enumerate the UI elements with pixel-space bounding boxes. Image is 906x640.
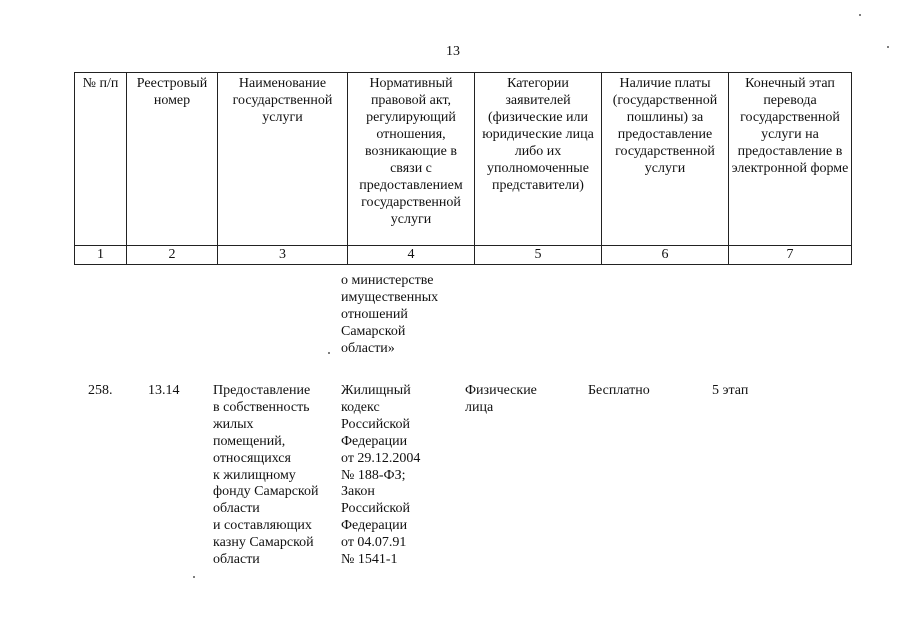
row-applicants: Физические лица <box>465 383 537 415</box>
row-index: 258. <box>88 383 113 398</box>
column-number: 3 <box>218 246 348 265</box>
page-number: 13 <box>446 44 460 59</box>
continuation-act-text: о министерстве имущественных отношений Самарской области» <box>341 273 439 356</box>
scan-speck <box>193 576 195 578</box>
header-cell-final-stage: Конечный этап перевода государственной услуги на предоставление в электронной форме <box>729 73 852 246</box>
header-cell-legal-act: Нормативный правовой акт, регулирующий отношения, возникающие в связи с предоставлением государственной услуги <box>348 73 475 246</box>
header-cell-registry-number: Реестровый номер <box>127 73 218 246</box>
scan-speck <box>328 352 330 354</box>
header-cell-index: № п/п <box>75 73 127 246</box>
scan-speck <box>859 14 861 16</box>
header-cell-applicants: Категории заявителей (физические или юридические лица либо их уполномоченные представители) <box>475 73 602 246</box>
table-header-row <box>75 73 852 246</box>
header-cell-fee: Наличие платы (государственной пошлины) за предоставление государственной услуги <box>602 73 729 246</box>
column-number: 6 <box>602 246 729 265</box>
row-final-stage: 5 этап <box>712 383 749 398</box>
column-numbers-row <box>75 246 852 265</box>
scan-speck <box>887 46 889 48</box>
row-service-name: Предоставление в собственность жилых помещений, относящихся к жилищному фонду Самарской области и составляющих казну Самарской области <box>213 383 319 568</box>
header-cell-service-name: Наименование государственной услуги <box>218 73 348 246</box>
column-number: 4 <box>348 246 475 265</box>
row-fee: Бесплатно <box>588 383 650 398</box>
row-registry-number: 13.14 <box>148 383 180 398</box>
services-table <box>74 72 852 265</box>
column-number: 7 <box>729 246 852 265</box>
row-legal-act: Жилищный кодекс Российской Федерации от 29.12.2004 № 188-ФЗ; Закон Российской Федерации от 04.07.91 № 1541-1 <box>341 383 421 568</box>
column-number: 2 <box>127 246 218 265</box>
column-number: 5 <box>475 246 602 265</box>
column-number: 1 <box>75 246 127 265</box>
